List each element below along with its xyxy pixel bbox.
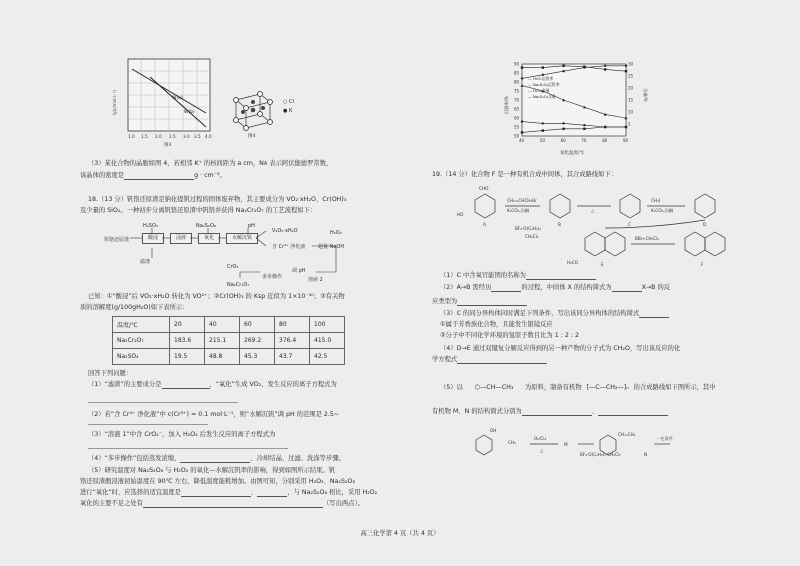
q18-q5-line2: 铬还原渣酸浸液初始温度在 90℃ 左右，降低温度能耗增加。由图可知，分别采用 H₂O₂、Na₂S₂O₈ [80,478,356,485]
chart-point [562,70,564,72]
flow-bottom-solution2: 溶液 2 [308,277,323,283]
chart-point [604,65,606,67]
legend-k-label: K [288,108,293,114]
q19-q5-mn [432,408,668,416]
chart-ylabel-left: 沉钒率/% [504,96,509,114]
x-tick: 2.5 [169,134,176,139]
compound-label: E [601,262,604,267]
q18-q2 [88,411,339,419]
answer-blank[interactable] [526,273,596,280]
chart-x-tick: 90 [623,138,629,143]
q19-q5 [440,384,716,392]
route-reagent: K₂CO₃,丙酮 [507,208,530,213]
q18-intro-1: 18.（13 分）钒铬还原渣是钠化提钒过程的固体废弃物，其主要成分为 VO₂·xH₂O、Cr(OH)₃ [88,196,347,203]
table-cell: Na₂Cr₂O₇ [113,333,170,349]
q19-q1-text: （1）C 中含氧官能团的名称为 [440,272,526,279]
group-label: CHO [479,186,489,191]
route-reagent: CH₂=CHCH₂Br [507,198,537,203]
table-cell: Na₂SO₄ [113,349,170,365]
answer-blank[interactable] [457,299,527,306]
legend-k: ● K [283,108,293,114]
q19-q4-b [432,356,547,364]
flow-out-v2o5: V₂O₅·xH₂O [272,228,298,234]
flow-box-oxidize: 氧化 [198,233,220,244]
table-header-cell: 40 [205,317,240,333]
chart-legend-entry: — H₂O₂沉钒率 [528,76,554,81]
chart-point [583,128,585,130]
chart-y-tick-left: 70 [514,97,520,103]
chart-point [625,126,627,128]
route-reagent: BBr₃·CH₂Cl₂ [635,236,659,241]
chart-y-tick-right: 15 [628,97,634,103]
route-label: N [644,452,648,457]
answer-line[interactable] [88,402,238,403]
graph-x-ticks [128,134,212,139]
chart-point [542,66,544,68]
q19-q5-reactant-structure: ⬡—CH—CH₃ [474,384,514,391]
q19-q2-text-d: 应类型为 [432,298,458,305]
answer-blank[interactable] [162,382,210,389]
answer-blank[interactable] [598,409,668,416]
q19-q5-text: （5）以 [440,384,463,391]
table-cell: 43.7 [275,349,310,365]
chart-xlabel: 氧化温度/℃ [560,151,585,156]
route-reagent: △ [591,208,595,213]
q18-q4-text-b: 、冷却结晶、过滤、洗涤等步骤。 [250,455,345,462]
q19-q2-text-c: X→B 的反 [641,284,671,291]
q19-5-route [470,420,720,460]
chart-point [521,77,523,79]
answer-blank[interactable] [143,501,233,508]
legend-cl-label: Cl [288,99,294,105]
route-reagent: 一定条件 [656,436,673,441]
flow-box-acid: 酸浸 [142,233,164,244]
chart-y-tick-right: 5 [628,121,631,127]
q18-intro-2: 及少量的 SiO₂。一种初步分离钒铬还原渣中钒铬并获得 Na₂Cr₂O₇ 的工艺流程如下： [80,207,317,214]
flow-bottom-cro3: CrO₃ [227,264,239,270]
graph-caption: 图3 [164,143,172,147]
q18-q1-text: （1）“滤渣”的主要成分是 [88,381,162,388]
q17-3-unit: g · cm⁻³。 [194,172,226,179]
chart-x-tick: 50 [539,138,545,143]
q17-3-line1: （3）某化合物的晶胞如图 4，若相邻 K⁺ 的核间距为 a cm，NA 表示阿伏伽德罗常数， [88,160,333,167]
flow-bottom-ph: 调 pH [292,268,306,274]
q17-3-line2 [80,172,226,180]
q19-q2-text-b: 的过程，中间体 X 的结构简式为 [521,284,612,291]
route-label: OH [490,428,497,433]
q19-q5-product-structure: [—C—CH₂—]ₙ [586,384,629,391]
chart-point [583,124,585,126]
table-header-cell: 60 [240,317,275,333]
chart-y-tick-right: 10 [628,109,634,115]
chart-point [542,122,544,124]
route-reagent: K₂CO₃,丙酮 [651,208,674,213]
q18-q5-text: 进行“氧化”时，应选择的适宜温度是 [80,489,181,496]
q18-q5-text-d: （写出两点）。 [322,500,364,507]
chart-y-tick-right: 30 [628,61,634,67]
table-header-cell: 温度/℃ [113,317,170,333]
figure-3-graph [110,55,218,147]
chart-point [521,131,523,133]
q19-q4-text: 学方程式 [432,356,458,363]
chart-y-tick-left: 90 [514,61,520,67]
route-reagent: BF₃·O(C₂H₅)₂·CH₂Cl₂ [580,452,621,457]
flow-box-leach: 浸液 [170,233,192,244]
q19-q5-text-b: 为原料，制备有机物 [524,384,582,391]
chart-y-tick-left: 85 [514,70,520,76]
answer-blank[interactable] [491,285,521,292]
chart-point [583,66,585,68]
legend-cl: ○ Cl [283,99,294,105]
q19-q3-cond1: ①属于芳香族化合物，且能发生银镜反应 [440,321,553,328]
q18-known-2: 质的溶解度(g/100gH₂O)如下表所示： [80,304,189,311]
q19-intro: 19.（14 分）化合物 F 是一种有机合成中间体，其合成路线如下： [432,171,618,178]
route-reagent: O₂/Cu [534,436,546,441]
compound-label: A [483,222,486,227]
table-header-row [113,317,345,333]
group-label: H₃CO [567,260,579,265]
page-footer: 高三化学第 4 页（共 4 页） [360,530,440,537]
svg-text:lg(c/mol·L⁻¹): lg(c/mol·L⁻¹) [112,90,117,115]
chart-y-tick-right: 20 [628,85,634,91]
flow-arrows [100,228,350,288]
table-cell: 376.4 [275,333,310,349]
chart-legend-entry: — Na₂S₂O₈含量 [528,94,556,99]
reagent-ph: pH [248,223,255,229]
chart-x-tick: 60 [560,138,566,143]
compound-label: C [628,222,631,227]
table-header-cell: 20 [170,317,205,333]
q17-3-text: （3）某化合物的晶胞如图 4，若相邻 K⁺ 的核间距为 a cm，N [88,160,264,167]
reagent-h2so4: H₂SO₄ [143,223,158,229]
table-cell: 183.6 [170,333,205,349]
table-cell: 415.0 [310,333,345,349]
answer-blank[interactable] [181,490,251,497]
route-label: CH=CH₂ [618,432,636,437]
answer-blank[interactable] [233,501,323,508]
x-tick: 3.5 [194,134,201,139]
chart-x-tick: 80 [602,138,608,143]
x-tick: 1.5 [141,134,148,139]
chart-ylabel-right: 含量/% [643,88,648,102]
chart-point [625,70,627,72]
flow-bottom-residue: 滤渣 [140,259,151,265]
flow-bottom-na2cr2o7: Na₂Cr₂O₇ [227,282,250,288]
table-row [113,333,345,349]
q18-q3 [88,431,275,439]
q19-q2-type [432,298,527,306]
answer-line[interactable] [88,448,288,449]
chart-point [542,129,544,131]
chart-point [562,128,564,130]
table-header-cell: 80 [275,317,310,333]
answer-blank[interactable] [639,311,669,318]
compound-label: D [703,222,707,227]
q19-synthesis-route [455,180,755,270]
route-label: CH₃ [508,440,516,445]
table-cell: 215.1 [205,333,240,349]
chart-point [604,126,606,128]
table-row [113,349,345,365]
table-cell: 269.2 [240,333,275,349]
q18-temperature-chart [500,58,650,158]
table-header-cell: 100 [310,317,345,333]
chart-point [562,122,564,124]
crystal-caption: 图4 [248,134,256,138]
q18-q4-text: （4）“多步操作”包括蒸发浓缩、 [88,455,181,462]
x-tick: 1.0 [128,134,135,139]
route-reagent: BF₃·O(C₂H₅)₂ [515,226,541,231]
q19-q5-text-d: 有机物 M、N 的结构简式分别为 [432,408,522,415]
table-cell: 42.5 [310,349,345,365]
chart-point [625,65,627,67]
chart-x-tick: 70 [581,138,587,143]
chart-y-tick-right: 25 [628,73,634,79]
q19-q3 [440,310,669,318]
chart-y-tick-left: 80 [514,79,520,85]
flow-out-cr3: 含 Cr³⁺ 净化液 [272,244,306,250]
q17-3-text-b: 表示阿伏伽德罗常数， [269,160,333,167]
flow-out-h2o2: H₂O₂ [330,230,342,236]
q18-q5-line1: （5）研究温度对 Na₂S₂O₈ 与 H₂O₂ 的氧化—水解沉钒率的影响，得到如图所示结果。钒 [88,467,336,474]
flow-box-hydrolysis: 水解沉钒 [226,233,258,244]
curve-label-a: W(a) [172,96,183,101]
answer-line[interactable] [88,424,208,425]
flow-out-naoh: 超量 NaOH [318,244,345,250]
chart-legend-entry: — H₂O₂含量 [528,88,550,93]
x-tick: 3.0 [183,134,190,139]
q18-q3-text: （3）“溶液 1”中含 CrO₂⁻，加入 H₂O₂ 后发生反应的离子方程式为 [88,431,276,438]
chart-point [521,120,523,122]
route-label: M [564,442,568,447]
table-cell: 19.5 [170,349,205,365]
flow-start: 钒铬还原渣 [104,237,130,243]
chart-y-tick-left: 55 [514,124,520,130]
x-tick: 2.0 [155,134,162,139]
answer-blank[interactable] [522,409,592,416]
figure-4-crystal [230,90,280,138]
q18-q5-text-c: 氧化的主要不足之处有 [80,500,143,507]
q18-q4 [88,455,345,463]
q18-q5-line3 [80,489,377,497]
chart-y-tick-left: 75 [514,88,520,94]
answer-blank[interactable] [124,173,194,180]
chart-y-tick-left: 65 [514,106,520,112]
chart-legend-entry: — Na₂S₂O₈沉钒率 [528,82,560,87]
q18-q1-text-b: ，“氧化”生成 VO₂，发生反应的离子方程式为 [209,381,337,388]
group-label: HO [457,212,464,217]
q19-q2-text: （2）A→B 需经历 [440,284,492,291]
answer-blank[interactable] [612,285,642,292]
q18-q5-text-b: ，与 Na₂S₂O₈ 相比，采用 H₂O₂ [287,489,378,496]
q17-3-density-label: 该晶体的密度是 [80,172,125,179]
q18-q1 [88,381,337,389]
flow-bottom-steps: 多步操作 [262,274,283,280]
q18-q5-line4 [80,500,364,508]
q18-known-1: 已知：①“酸浸”后 VO₂·xH₂O 转化为 VO²⁺；②Cr(OH)₃ 的 Ksp 近似为 1×10⁻³⁰；③有关物 [88,293,345,300]
compound-label: F [701,262,704,267]
chart-y-tick-left: 50 [514,133,520,139]
table-cell: 45.3 [240,349,275,365]
x-tick: 4.0 [205,134,212,139]
route-reagent: △ [540,448,544,453]
curve-label-b: W(b) [184,110,195,115]
q19-q1 [440,272,596,280]
route-reagent: CH₂Cl₂ [525,234,539,239]
q19-q5-text-c: 的合成路线如下图所示，其中 [633,384,716,391]
answer-blank[interactable] [257,490,287,497]
q19-q3-cond2: ②分子中不同化学环境的氢原子数目比为 1 : 2 : 2 [440,332,579,339]
table-cell: 48.8 [205,349,240,365]
q18-answer-prompt: 回答下列问题： [88,370,133,377]
q19-q2 [440,284,670,292]
chart-point [604,68,606,70]
chart-y-tick-left: 60 [514,115,520,121]
chart-point [521,66,523,68]
answer-blank[interactable] [180,456,250,463]
q18-q2-text: （2）若“含 Cr³⁺ 净化液”中 c(Cr³⁺) = 0.1 mol·L⁻¹，则“水解沉钒”调 pH 的范围是 2.5~ [88,411,340,418]
chart-x-tick: 40 [519,138,525,143]
answer-blank[interactable] [457,357,547,364]
q19-q4: （4）D→E 通过双键复分解反应得到的另一种产物的分子式为 CH₂O，写出该反应的化 [440,345,681,352]
q19-q5-sep: 、 [591,408,599,415]
q18-q5-sep: 、 [250,489,258,496]
reagent-na2s2o8: Na₂S₂O₈ [196,223,216,229]
q19-q3-text: （3）C 的同分异构体同时满足下列条件，写出该同分异构体的结构简式 [440,310,640,317]
compound-label: B [558,222,561,227]
chart-point [562,65,564,67]
route-reagent: CH₃I [651,198,660,203]
solubility-table [112,316,345,365]
